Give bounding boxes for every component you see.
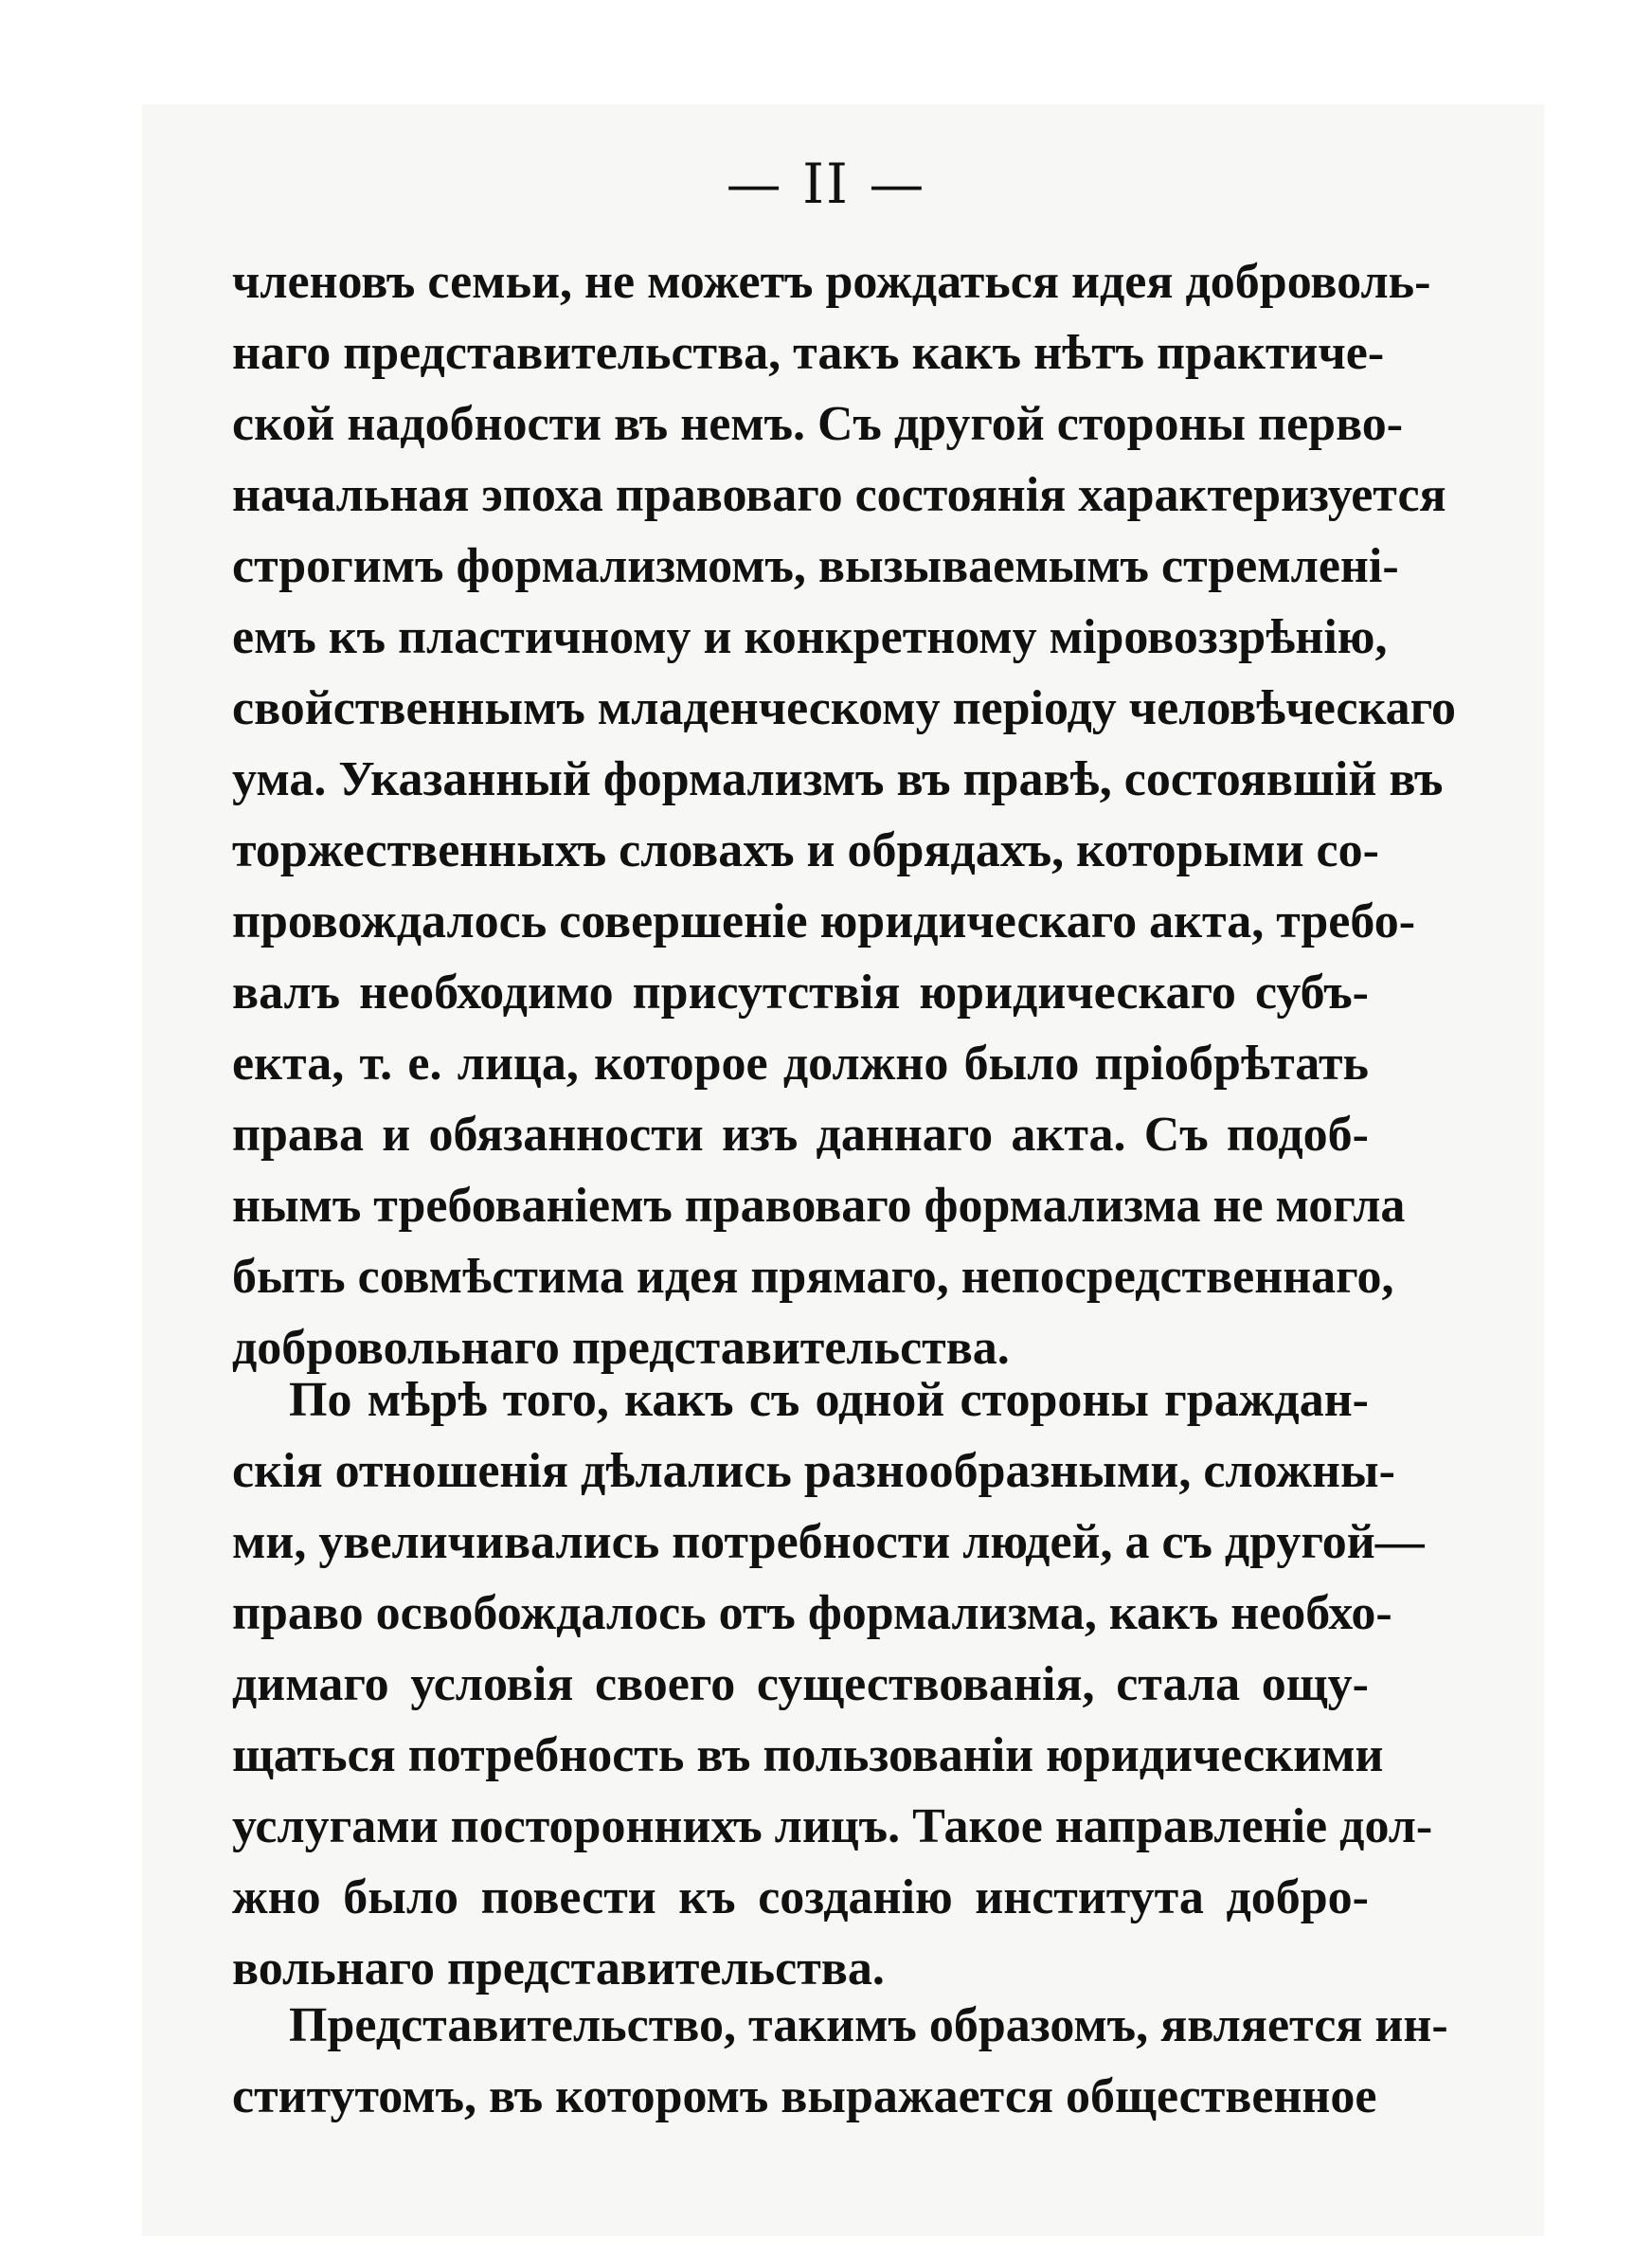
text-line: строгимъ формализмомъ, вызываемымъ стремлені- xyxy=(232,539,1399,593)
text-line: ума. Указанный формализмъ въ правѣ, состоявшій въ xyxy=(232,752,1444,806)
text-line: услугами постороннихъ лицъ. Такое направленіе дол- xyxy=(232,1799,1433,1853)
text-line: Представительство, такимъ образомъ, является ин- xyxy=(289,1998,1448,2052)
text-line: скія отношенія дѣлались разнообразными, сложны- xyxy=(232,1444,1395,1498)
text-line: екта, т. е. лица, которое должно было пріобрѣтать xyxy=(232,1037,1369,1091)
text-line: ской надобности въ немъ. Съ другой стороны перво- xyxy=(232,397,1404,451)
paragraph-3 xyxy=(232,1990,1448,2132)
text-line: валъ необходимо присутствія юридическаго субъ- xyxy=(232,966,1369,1020)
text-line: ми, увеличивались потребности людей, а съ другой— xyxy=(232,1515,1425,1569)
text-line: По мѣрѣ того, какъ съ одной стороны граждан- xyxy=(289,1373,1369,1427)
text-line: наго представительства, такъ какъ нѣтъ практиче- xyxy=(232,326,1385,380)
paragraph-2 xyxy=(232,1364,1433,2004)
text-line: добровольнаго представительства. xyxy=(232,1321,1010,1375)
page-number-header: — II — xyxy=(726,152,926,216)
text-line: права и обязанности изъ даннаго акта. Съ подоб- xyxy=(232,1108,1369,1162)
text-line: быть совмѣстима идея прямаго, непосредственнаго, xyxy=(232,1250,1394,1304)
text-line: торжественныхъ словахъ и обрядахъ, которыми со- xyxy=(232,823,1379,877)
text-line: ститутомъ, въ которомъ выражается общественное xyxy=(232,2069,1377,2123)
text-line: нымъ требованіемъ правоваго формализма не могла xyxy=(232,1179,1406,1233)
text-line: димаго условія своего существованія, стала ощу- xyxy=(232,1657,1369,1711)
text-line: право освобождалось отъ формализма, какъ необхо- xyxy=(232,1586,1392,1640)
text-line: вольнаго представительства. xyxy=(232,1941,885,1995)
text-line: начальная эпоха правоваго состоянія характеризуется xyxy=(232,468,1446,522)
text-line: жно было повести къ созданію института добро- xyxy=(232,1870,1369,1924)
text-line: свойственнымъ младенческому періоду человѣческаго xyxy=(232,681,1456,735)
paragraph-1 xyxy=(232,246,1456,1383)
text-line: членовъ семьи, не можетъ рождаться идея доброволь- xyxy=(232,255,1431,309)
text-line: провождалось совершеніе юридическаго акта, требо- xyxy=(232,894,1416,948)
text-line: щаться потребность въ пользованіи юридическими xyxy=(232,1728,1384,1782)
text-line: емъ къ пластичному и конкретному міровоззрѣнію, xyxy=(232,610,1388,664)
